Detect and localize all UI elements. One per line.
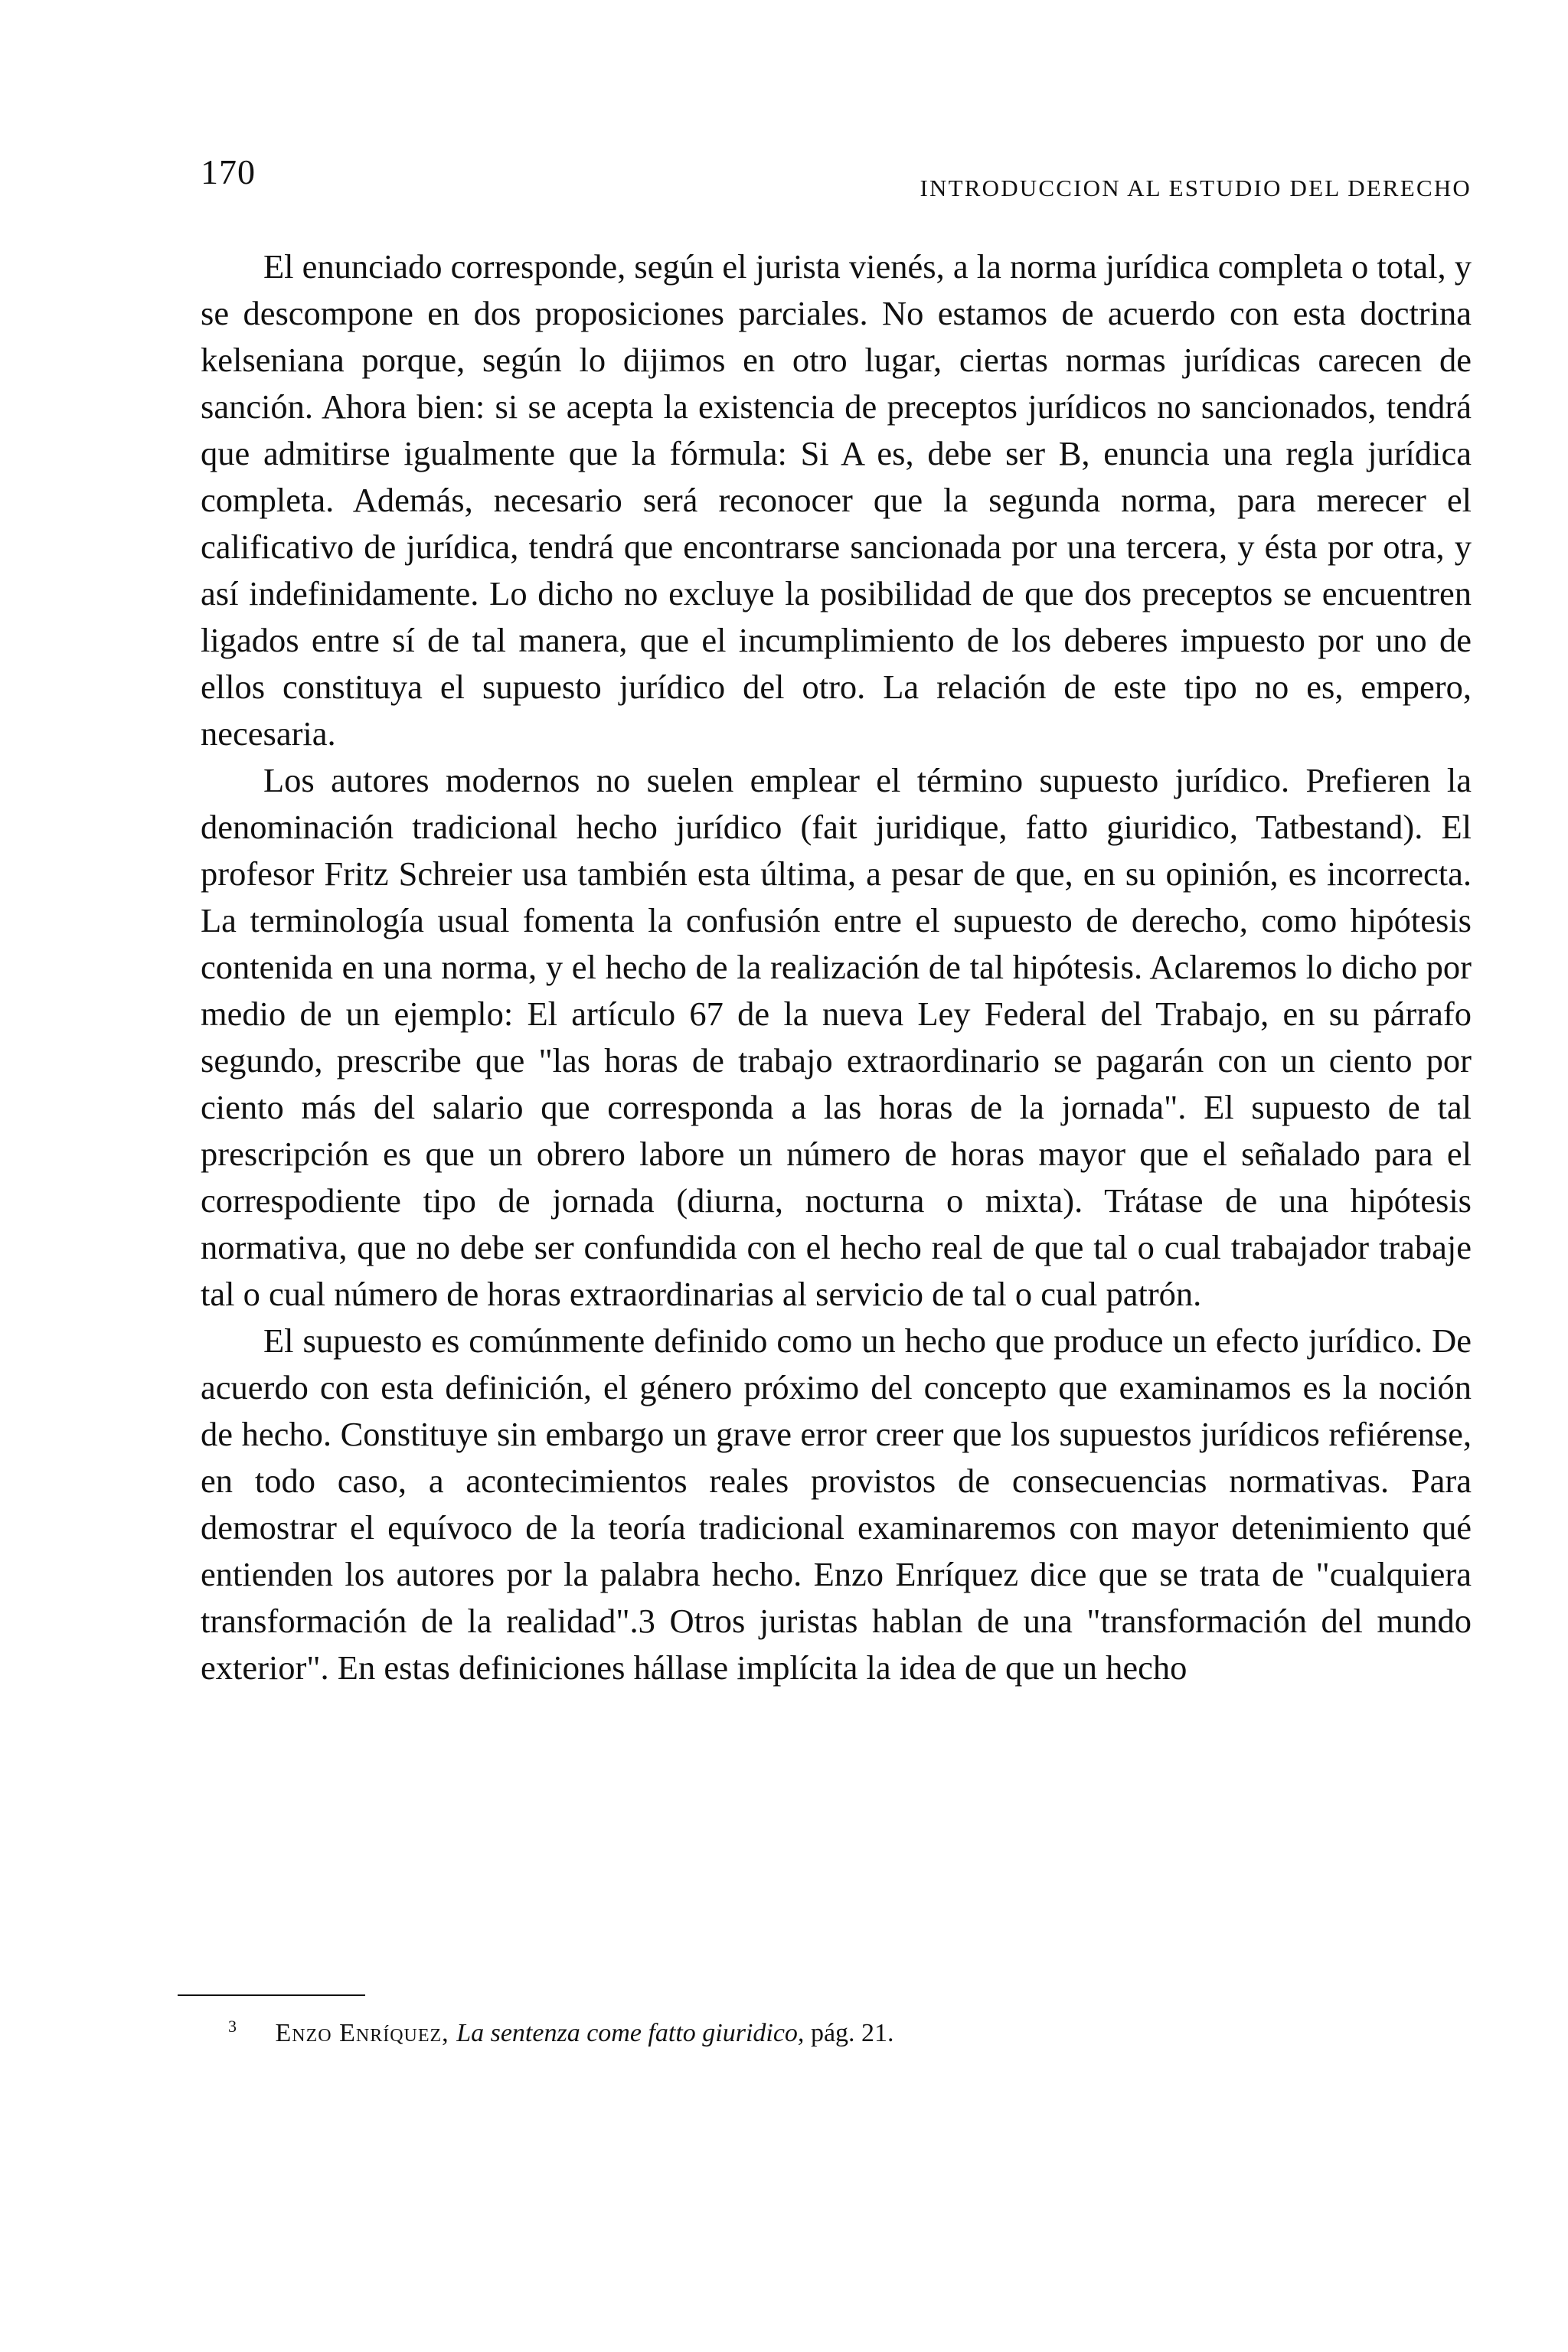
footnote	[228, 2010, 894, 2050]
body-text	[201, 243, 1472, 1691]
footnote-page: pág. 21.	[810, 2019, 894, 2047]
running-head	[201, 152, 1472, 205]
page-number: 170	[201, 152, 256, 191]
footnote-work: La sentenza come fatto giuridico,	[456, 2019, 811, 2047]
footnote-marker: 3	[228, 2017, 237, 2036]
paragraph: El enunciado corresponde, según el jurista vienés, a la norma jurídica completa o total, y se descompone en dos proposiciones parciales. No estamos de acuerdo con esta doctrina kelseniana porque, según lo dijimos en otro lugar, ciertas normas jurídicas carecen de sanción. Ahora bien: si se acepta la existencia de preceptos jurídicos no sancionados, tendrá que admitirse igualmente que la fórmula: Si A es, debe ser B, enuncia una regla jurídica completa. Además, necesario será reconocer que la segunda norma, para merecer el calificativo de jurídica, tendrá que encontrarse sancionada por una tercera, y ésta por otra, y así indefinidamente. Lo dicho no excluye la posibilidad de que dos preceptos se encuentren ligados entre sí de tal manera, que el incumplimiento de los deberes impuesto por uno de ellos constituya el supuesto jurídico del otro. La relación de este tipo no es, empero, necesaria.	[201, 247, 1472, 753]
running-title: INTRODUCCION AL ESTUDIO DEL DERECHO	[920, 175, 1472, 201]
paragraph: El supuesto es comúnmente definido como un hecho que produce un efecto jurídico. De acuerdo con esta definición, el género próximo del concepto que examinamos es la noción de hecho. Constituye sin embargo un grave error creer que los supuestos jurídicos refiérense, en todo caso, a acontecimientos reales provistos de consecuencias normativas. Para demostrar el equívoco de la teoría tradicional examinaremos con mayor detenimiento qué entienden los autores por la palabra hecho. Enzo Enríquez dice que se trata de "cualquiera transformación de la realidad".3 Otros juristas hablan de una "transformación del mundo exterior". En estas definiciones hállase implícita la idea de que un hecho	[201, 1321, 1472, 1687]
footnote-author: Enzo Enríquez,	[275, 2019, 457, 2047]
footnote-rule	[178, 1994, 365, 1996]
paragraph: Los autores modernos no suelen emplear el término supuesto jurídico. Prefieren la denominación tradicional hecho jurídico (fait juridique, fatto giuridico, Tatbestand). El profesor Fritz Schreier usa también esta última, a pesar de que, en su opinión, es incorrecta. La terminología usual fomenta la confusión entre el supuesto de derecho, como hipótesis contenida en una norma, y el hecho de la realización de tal hipótesis. Aclaremos lo dicho por medio de un ejemplo: El artículo 67 de la nueva Ley Federal del Trabajo, en su párrafo segundo, prescribe que "las horas de trabajo extraordinario se pagarán con un ciento por ciento más del salario que corresponda a las horas de la jornada". El supuesto de tal prescripción es que un obrero labore un número de horas mayor que el señalado para el correspodiente tipo de jornada (diurna, nocturna o mixta). Trátase de una hipótesis normativa, que no debe ser confundida con el hecho real de que tal o cual trabajador trabaje tal o cual número de horas extraordinarias al servicio de tal o cual patrón.	[201, 761, 1472, 1313]
